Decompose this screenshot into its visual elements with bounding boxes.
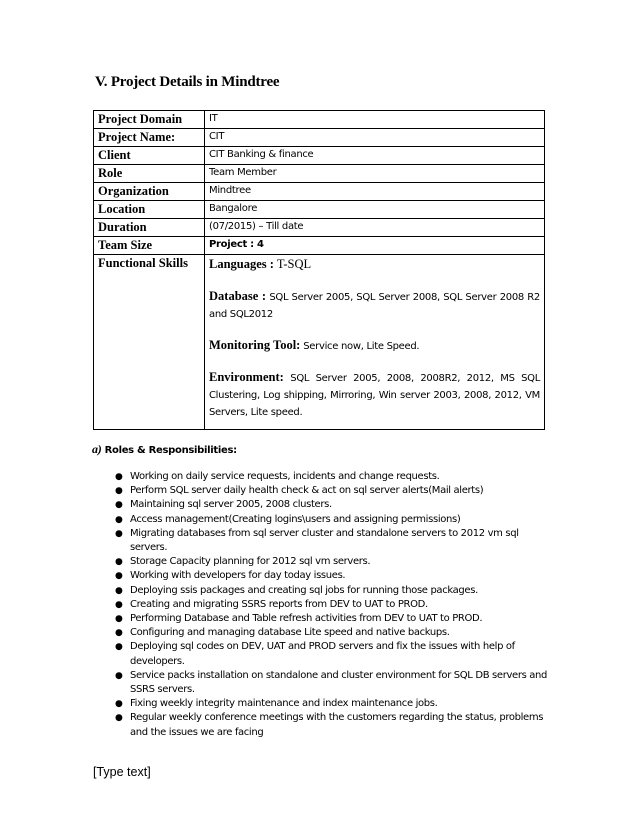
monitoring-line xyxy=(209,337,540,355)
list-item xyxy=(94,484,554,498)
row-value-organization: Mindtree xyxy=(205,183,545,201)
table-row xyxy=(94,219,545,237)
row-value-name: CIT xyxy=(205,129,545,147)
list-item xyxy=(94,584,554,598)
list-item-text: Creating and migrating SSRS reports from DEV to UAT to PROD. xyxy=(130,598,428,610)
list-item-text: Migrating databases from sql server cluster and standalone servers to 2012 vm sql servers. xyxy=(130,527,519,554)
row-label-name: Project Name: xyxy=(94,129,205,147)
list-item xyxy=(94,569,554,583)
table-row xyxy=(94,147,545,165)
list-item xyxy=(94,640,554,668)
row-value-duration: (07/2015) – Till date xyxy=(205,219,545,237)
languages-value: T-SQL xyxy=(276,257,312,271)
row-value-location: Bangalore xyxy=(205,201,545,219)
roles-heading-text: Roles & Responsibilities: xyxy=(104,445,237,456)
section-number: V. xyxy=(95,74,108,90)
list-item-text: Configuring and managing database Lite speed and native backups. xyxy=(130,627,450,639)
database-value: SQL Server 2005, SQL Server 2008, SQL Server 2008 R2 and SQL2012 xyxy=(209,292,540,320)
list-item-text: Working with developers for day today issues. xyxy=(130,570,346,582)
bullet-icon: ● xyxy=(115,472,123,482)
row-label-duration: Duration xyxy=(94,219,205,237)
table-row xyxy=(94,201,545,219)
bullet-icon: ● xyxy=(115,500,123,511)
list-item-text: Storage Capacity planning for 2012 sql vm servers. xyxy=(130,556,371,568)
table-row xyxy=(94,129,545,147)
roles-prefix: a) xyxy=(92,442,102,456)
bullet-icon: ● xyxy=(115,557,123,568)
page-footer: [Type text] xyxy=(93,765,151,779)
row-label-location: Location xyxy=(94,201,205,219)
list-item-text: Deploying sql codes on DEV, UAT and PROD servers and fix the issues with help of developers. xyxy=(130,641,515,667)
bullet-icon: ● xyxy=(115,571,123,582)
list-item xyxy=(94,498,554,512)
skills-cell xyxy=(205,255,545,430)
list-item-text: Working on daily service requests, incidents and change requests. xyxy=(130,471,440,482)
row-label-skills: Functional Skills xyxy=(94,255,205,430)
row-label-role: Role xyxy=(94,165,205,183)
row-label-team-size: Team Size xyxy=(94,237,205,255)
list-item xyxy=(94,555,554,569)
bullet-icon: ● xyxy=(115,514,123,525)
list-item xyxy=(94,697,554,711)
section-title-text: Project Details in Mindtree xyxy=(110,74,280,90)
bullet-icon: ● xyxy=(115,699,123,710)
bullet-icon: ● xyxy=(115,486,123,497)
row-value-domain: IT xyxy=(205,111,545,129)
roles-list xyxy=(94,470,554,740)
table-row xyxy=(94,111,545,129)
bullet-icon: ● xyxy=(115,713,123,724)
list-item-text: Fixing weekly integrity maintenance and index maintenance jobs. xyxy=(130,698,438,710)
languages-line xyxy=(209,256,540,274)
list-item-text: Access management(Creating logins\users and assigning permissions) xyxy=(130,513,461,525)
languages-label: Languages : xyxy=(209,257,274,271)
project-details-table xyxy=(93,110,545,430)
list-item-text: Deploying ssis packages and creating sql jobs for running those packages. xyxy=(130,584,478,596)
section-heading xyxy=(95,74,279,91)
environment-label: Environment: xyxy=(209,370,284,384)
list-item-text: Perform SQL server daily health check & act on sql server alerts(Mail alerts) xyxy=(130,485,484,497)
bullet-icon: ● xyxy=(115,614,123,625)
bullet-icon: ● xyxy=(115,642,123,653)
row-value-role: Team Member xyxy=(205,165,545,183)
row-value-team-size: Project : 4 xyxy=(205,237,545,255)
environment-value: SQL Server 2005, 2008, 2008R2, 2012, MS SQL Clustering, Log shipping, Mirroring, Win server 2003, 2008, 2012, VM Servers, Lite speed. xyxy=(209,373,540,418)
table-row xyxy=(94,237,545,255)
bullet-icon: ● xyxy=(115,670,123,681)
list-item xyxy=(94,527,554,555)
list-item-text: Performing Database and Table refresh activities from DEV to UAT to PROD. xyxy=(130,613,483,625)
list-item xyxy=(94,470,554,484)
table-row xyxy=(94,255,545,430)
roles-heading xyxy=(92,442,237,457)
list-item xyxy=(94,513,554,527)
database-label: Database : xyxy=(209,289,267,303)
database-line xyxy=(209,288,540,323)
list-item-text: Regular weekly conference meetings with the customers regarding the status, problems and the issues we are facing xyxy=(130,712,544,738)
row-value-client: CIT Banking & finance xyxy=(205,147,545,165)
table-row xyxy=(94,183,545,201)
environment-line xyxy=(209,369,540,421)
row-label-client: Client xyxy=(94,147,205,165)
list-item xyxy=(94,598,554,612)
bullet-icon: ● xyxy=(115,585,123,596)
list-item xyxy=(94,612,554,626)
monitoring-label: Monitoring Tool: xyxy=(209,338,301,352)
list-item xyxy=(94,626,554,640)
list-item xyxy=(94,669,554,697)
bullet-icon: ● xyxy=(115,628,123,639)
list-item xyxy=(94,711,554,739)
bullet-icon: ● xyxy=(115,528,123,539)
list-item-text: Maintaining sql server 2005, 2008 clusters. xyxy=(130,499,332,511)
list-item-text: Service packs installation on standalone and cluster environment for SQL DB servers and SSRS servers. xyxy=(130,669,548,696)
monitoring-value: Service now, Lite Speed. xyxy=(303,341,420,352)
row-label-domain: Project Domain xyxy=(94,111,205,129)
table-row xyxy=(94,165,545,183)
row-label-organization: Organization xyxy=(94,183,205,201)
bullet-icon: ● xyxy=(115,599,123,610)
